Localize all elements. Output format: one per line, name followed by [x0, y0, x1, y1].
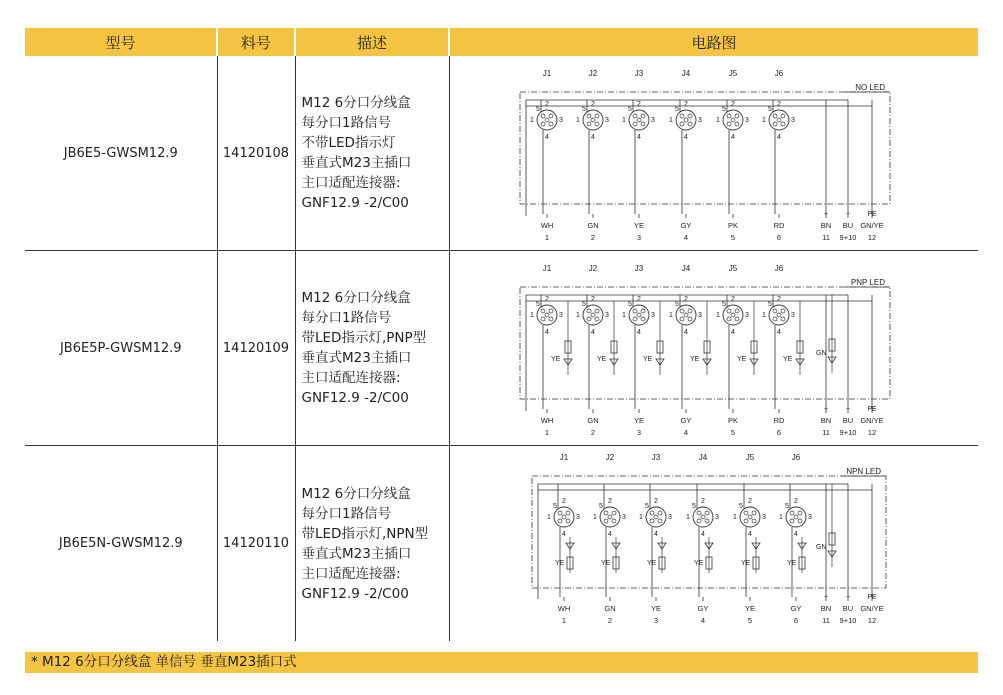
description-cell	[295, 56, 449, 251]
pin-number: 1	[668, 117, 673, 124]
desc-line: 带LED指示灯,NPN型	[301, 525, 429, 542]
circuit-cell	[449, 56, 978, 251]
pin-number: 5	[535, 106, 540, 113]
wire-number: 1	[561, 616, 566, 625]
wire-number: 1	[544, 233, 549, 242]
wire-color-label: BU	[842, 604, 853, 613]
led-label: YE	[550, 356, 560, 363]
m12-connector-icon	[769, 110, 789, 130]
enclosure-box	[520, 92, 890, 204]
jack-label: J4	[681, 69, 690, 78]
pin-number: 4	[700, 531, 705, 538]
wire-number: 2	[590, 233, 595, 242]
jack-label: J6	[791, 453, 800, 462]
table-row	[25, 446, 978, 642]
pin-number: 2	[544, 296, 549, 303]
pin-number: 1	[668, 312, 673, 319]
pin-number: 1	[529, 117, 534, 124]
wire-color-label: GN/YE	[859, 416, 884, 425]
desc-line: 垂直式M23主插口	[301, 545, 412, 562]
jack-label: J5	[728, 264, 737, 273]
pin-number: 5	[721, 301, 726, 308]
header-part-no: 料号	[217, 28, 295, 56]
led-label: YE	[689, 356, 699, 363]
pin-number: 5	[784, 503, 789, 510]
pin-number: 3	[604, 117, 609, 124]
pin-number: 1	[715, 117, 720, 124]
pin-number: 3	[807, 514, 812, 521]
wire-number: 12	[867, 616, 876, 625]
power-led-label: GN	[815, 350, 826, 357]
led-label: YE	[596, 356, 606, 363]
led-label: YE	[740, 560, 750, 567]
table-row	[25, 56, 978, 251]
jack-label: J2	[588, 69, 597, 78]
led-label: YE	[736, 356, 746, 363]
terminal-sign: +	[823, 406, 828, 413]
pin-number: 4	[683, 329, 688, 336]
terminal-sign: PE	[866, 594, 877, 601]
pin-number: 5	[721, 106, 726, 113]
wire-color-label: WH	[557, 604, 570, 613]
pin-number: 2	[793, 498, 798, 505]
wire-color-label: PK	[727, 416, 738, 425]
pin-number: 4	[776, 329, 781, 336]
desc-line: M12 6分口分线盒	[301, 95, 411, 111]
m12-connector-icon	[769, 305, 789, 325]
wire-number: 5	[730, 233, 735, 242]
circuit-diagram-npn	[450, 446, 978, 641]
jack-label: J5	[728, 69, 737, 78]
terminal-sign: +	[823, 594, 828, 601]
model-cell: JB6E5-GWSM12.9	[25, 56, 217, 251]
pin-number: 1	[621, 312, 626, 319]
wire-number: 3	[653, 616, 658, 625]
wire-number: 11	[821, 428, 830, 437]
header-circuit: 电路图	[449, 28, 978, 56]
circuit-diagram-pnp	[450, 251, 978, 445]
table-header-row	[25, 28, 978, 56]
pin-number: 2	[747, 498, 752, 505]
m12-connector-icon	[693, 507, 713, 527]
part-no-cell: 14120109	[217, 251, 295, 446]
jack-label: J4	[698, 453, 707, 462]
desc-line: 每分口1路信号	[301, 115, 392, 131]
wire-color-label: GY	[697, 604, 708, 613]
jack-label: J3	[651, 453, 660, 462]
desc-line: M12 6分口分线盒	[301, 485, 411, 502]
pin-number: 3	[558, 312, 563, 319]
wire-color-label: GN/YE	[859, 221, 884, 230]
description-cell	[295, 251, 449, 446]
wire-number: 12	[867, 428, 876, 437]
pin-number: 4	[636, 134, 641, 141]
jack-label: J1	[542, 69, 551, 78]
spec-table	[25, 28, 978, 641]
pin-number: 3	[575, 514, 580, 521]
jack-label: J1	[542, 264, 551, 273]
pin-number: 2	[590, 296, 595, 303]
wire-number: 5	[730, 428, 735, 437]
pin-number: 1	[621, 117, 626, 124]
wire-number: 4	[683, 233, 688, 242]
wire-number: 2	[590, 428, 595, 437]
description-cell	[295, 446, 449, 642]
m12-connector-icon	[583, 110, 603, 130]
pin-number: 5	[767, 301, 772, 308]
pin-number: 5	[644, 503, 649, 510]
variant-label: PNP LED	[850, 278, 885, 287]
m12-connector-icon	[786, 507, 806, 527]
desc-line: 主口适配连接器:	[301, 175, 401, 191]
jack-label: J6	[774, 264, 783, 273]
pin-number: 4	[730, 134, 735, 141]
wire-color-label: GY	[680, 416, 691, 425]
pin-number: 1	[575, 312, 580, 319]
m12-connector-icon	[676, 305, 696, 325]
desc-line: GNF12.9 -2/C00	[301, 390, 409, 406]
led-label: YE	[782, 356, 792, 363]
wire-number: 2	[607, 616, 612, 625]
pin-number: 3	[744, 312, 749, 319]
wire-color-label: BU	[842, 221, 853, 230]
pin-number: 4	[544, 329, 549, 336]
pin-number: 4	[747, 531, 752, 538]
wire-color-label: GN	[586, 416, 599, 425]
wire-color-label: PK	[727, 221, 738, 230]
pin-number: 3	[790, 117, 795, 124]
terminal-sign: PE	[866, 406, 877, 413]
desc-line: 垂直式M23主插口	[301, 155, 412, 171]
pin-number: 5	[738, 503, 743, 510]
jack-label: J2	[605, 453, 614, 462]
pin-number: 1	[715, 312, 720, 319]
wire-color-label: WH	[540, 416, 553, 425]
desc-line: M12 6分口分线盒	[301, 290, 411, 306]
wire-color-label: GY	[790, 604, 801, 613]
wire-number: 3	[636, 428, 641, 437]
circuit-cell	[449, 251, 978, 446]
m12-connector-icon	[600, 507, 620, 527]
pin-number: 1	[638, 514, 643, 521]
pin-number: 2	[653, 498, 658, 505]
part-no-cell: 14120110	[217, 446, 295, 642]
pin-number: 2	[636, 296, 641, 303]
pin-number: 1	[592, 514, 597, 521]
wire-color-label: YE	[650, 604, 661, 613]
wire-number: 1	[544, 428, 549, 437]
terminal-sign: −	[845, 594, 850, 601]
pin-number: 3	[621, 514, 626, 521]
pin-number: 3	[790, 312, 795, 319]
pin-number: 3	[744, 117, 749, 124]
model-cell: JB6E5P-GWSM12.9	[25, 251, 217, 446]
desc-line: GNF12.9 -2/C00	[301, 195, 409, 211]
pin-number: 5	[552, 503, 557, 510]
m12-connector-icon	[537, 305, 557, 325]
header-description: 描述	[295, 28, 449, 56]
pin-number: 2	[700, 498, 705, 505]
wire-number: 6	[793, 616, 798, 625]
pin-number: 3	[558, 117, 563, 124]
m12-connector-icon	[723, 305, 743, 325]
wire-color-label: YE	[633, 221, 644, 230]
jack-label: J1	[559, 453, 568, 462]
pin-number: 2	[561, 498, 566, 505]
jack-label: J4	[681, 264, 690, 273]
jack-label: J2	[588, 264, 597, 273]
pin-number: 4	[544, 134, 549, 141]
wire-color-label: GY	[680, 221, 691, 230]
pin-number: 3	[667, 514, 672, 521]
wire-color-label: GN	[603, 604, 616, 613]
jack-label: J5	[745, 453, 754, 462]
wire-number: 5	[747, 616, 752, 625]
pin-number: 2	[683, 296, 688, 303]
led-label: YE	[786, 560, 796, 567]
footer-text: * M12 6分口分线盒 单信号 垂直M23插口式	[31, 654, 297, 670]
pin-number: 5	[627, 301, 632, 308]
pin-number: 1	[575, 117, 580, 124]
pin-number: 5	[674, 301, 679, 308]
pin-number: 5	[691, 503, 696, 510]
pin-number: 2	[776, 296, 781, 303]
wire-color-label: BN	[820, 604, 831, 613]
terminal-sign: −	[845, 211, 850, 218]
circuit-cell	[449, 446, 978, 642]
m12-connector-icon	[583, 305, 603, 325]
m12-connector-icon	[676, 110, 696, 130]
pin-number: 1	[546, 514, 551, 521]
wire-color-label: BU	[842, 416, 853, 425]
desc-line: 主口适配连接器:	[301, 565, 401, 582]
pin-number: 3	[714, 514, 719, 521]
pin-number: 3	[761, 514, 766, 521]
pin-number: 1	[778, 514, 783, 521]
pin-number: 1	[732, 514, 737, 521]
m12-connector-icon	[723, 110, 743, 130]
pin-number: 4	[776, 134, 781, 141]
jack-label: J3	[634, 69, 643, 78]
m12-connector-icon	[629, 305, 649, 325]
wire-color-label: YE	[633, 416, 644, 425]
m12-connector-icon	[740, 507, 760, 527]
pin-number: 4	[590, 134, 595, 141]
pin-number: 2	[590, 101, 595, 108]
wire-number: 3	[636, 233, 641, 242]
wire-color-label: BN	[820, 221, 831, 230]
pin-number: 3	[697, 117, 702, 124]
pin-number: 5	[581, 301, 586, 308]
jack-label: J6	[774, 69, 783, 78]
wire-number: 11	[821, 233, 830, 242]
led-label: YE	[693, 560, 703, 567]
desc-line: 带LED指示灯,PNP型	[301, 330, 427, 346]
pin-number: 5	[581, 106, 586, 113]
wire-number: 6	[776, 428, 781, 437]
part-no-cell: 14120108	[217, 56, 295, 251]
desc-line: 每分口1路信号	[301, 310, 392, 326]
desc-line: GNF12.9 -2/C00	[301, 585, 409, 602]
footer-note	[25, 652, 978, 673]
wire-number: 9+10	[839, 428, 856, 437]
wire-color-label: RD	[773, 221, 784, 230]
pin-number: 4	[730, 329, 735, 336]
variant-label: NO LED	[854, 83, 885, 92]
wire-number: 11	[821, 616, 830, 625]
pin-number: 5	[674, 106, 679, 113]
header-model: 型号	[25, 28, 217, 56]
pin-number: 5	[535, 301, 540, 308]
jack-label: J3	[634, 264, 643, 273]
pin-number: 4	[683, 134, 688, 141]
pin-number: 3	[650, 117, 655, 124]
table-row	[25, 251, 978, 446]
wire-color-label: GN	[586, 221, 599, 230]
pin-number: 1	[529, 312, 534, 319]
led-label: YE	[554, 560, 564, 567]
pin-number: 4	[636, 329, 641, 336]
wire-number: 9+10	[839, 233, 856, 242]
led-label: YE	[642, 356, 652, 363]
variant-label: NPN LED	[845, 467, 881, 476]
wire-number: 4	[700, 616, 705, 625]
wire-color-label: YE	[744, 604, 755, 613]
pin-number: 5	[598, 503, 603, 510]
pin-number: 2	[636, 101, 641, 108]
pin-number: 2	[544, 101, 549, 108]
wire-number: 4	[683, 428, 688, 437]
led-label: YE	[600, 560, 610, 567]
pin-number: 5	[627, 106, 632, 113]
pin-number: 2	[730, 101, 735, 108]
pin-number: 4	[653, 531, 658, 538]
pin-number: 4	[561, 531, 566, 538]
pin-number: 1	[685, 514, 690, 521]
m12-connector-icon	[646, 507, 666, 527]
pin-number: 2	[607, 498, 612, 505]
m12-connector-icon	[554, 507, 574, 527]
pin-number: 3	[697, 312, 702, 319]
terminal-sign: +	[823, 211, 828, 218]
pin-number: 1	[761, 312, 766, 319]
pin-number: 1	[761, 117, 766, 124]
desc-line: 主口适配连接器:	[301, 370, 401, 386]
model-cell: JB6E5N-GWSM12.9	[25, 446, 217, 642]
desc-line: 垂直式M23主插口	[301, 350, 412, 366]
wire-color-label: WH	[540, 221, 553, 230]
desc-line: 每分口1路信号	[301, 505, 392, 522]
wire-color-label: RD	[773, 416, 784, 425]
wire-number: 12	[867, 233, 876, 242]
pin-number: 4	[793, 531, 798, 538]
wire-number: 6	[776, 233, 781, 242]
led-label: YE	[646, 560, 656, 567]
pin-number: 2	[683, 101, 688, 108]
wire-number: 9+10	[839, 616, 856, 625]
power-led-label: GN	[815, 544, 826, 551]
pin-number: 2	[776, 101, 781, 108]
m12-connector-icon	[629, 110, 649, 130]
pin-number: 2	[730, 296, 735, 303]
desc-line: 不带LED指示灯	[301, 135, 396, 151]
wire-color-label: BN	[820, 416, 831, 425]
pin-number: 3	[604, 312, 609, 319]
pin-number: 4	[590, 329, 595, 336]
pin-number: 5	[767, 106, 772, 113]
wire-color-label: GN/YE	[859, 604, 884, 613]
terminal-sign: PE	[866, 211, 877, 218]
pin-number: 3	[650, 312, 655, 319]
m12-connector-icon	[537, 110, 557, 130]
terminal-sign: −	[845, 406, 850, 413]
pin-number: 4	[607, 531, 612, 538]
circuit-diagram-no-led	[450, 56, 978, 250]
